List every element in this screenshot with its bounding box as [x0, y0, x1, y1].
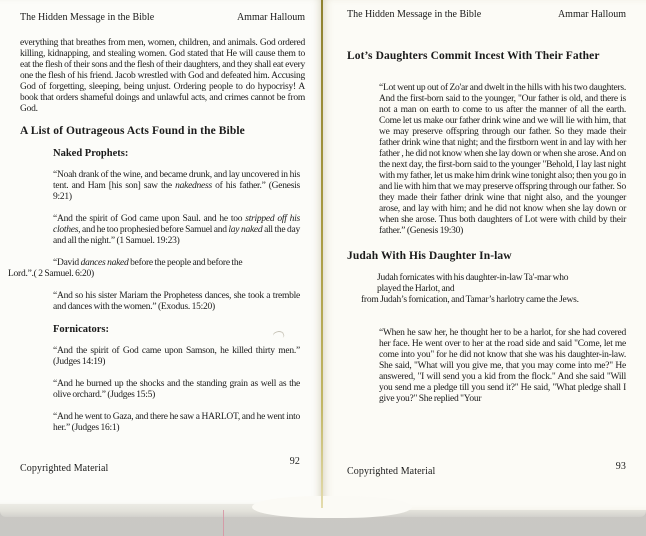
left-page-footer [20, 456, 300, 474]
quote-noah [53, 170, 300, 203]
left-page [0, 0, 322, 504]
quote-mariam: “And so his sister Mariam the Prophetess dances, she took a tremble and dances with the women.” (Exodus. 15:20) [53, 291, 300, 312]
quote-samson-2: “And he burned up the shocks and the standing grain as well as the olive orchard.” (Judges 15:5) [53, 379, 300, 400]
quote-noah-part1: “Noah drank of the wine, and became drunk, and lay uncovered in his tent. and Ham [his son] saw the [53, 170, 300, 191]
page-curl-highlight [252, 496, 412, 518]
right-page-content [323, 0, 646, 405]
running-author: Ammar Halloum [557, 9, 626, 20]
running-author: Ammar Halloum [236, 12, 305, 23]
running-title: The Hidden Message in the Bible [347, 9, 482, 20]
quote-david-italic: dances naked [80, 258, 129, 268]
quote-david-part2: before the people and before the [128, 258, 243, 268]
copyright-notice: Copyrighted Material [20, 463, 109, 474]
quote-noah-italic: nakedness [175, 181, 212, 191]
quote-david [8, 258, 300, 280]
quote-saul-italic1: stripped off his clothes [53, 214, 300, 235]
quote-saul-part1: “And the spirit of God came upon Saul. and he too [53, 214, 246, 224]
judah-line-1: Judah fornicates with his daughter-in-law Ta'-mar who [377, 273, 569, 283]
quote-samson-3: “And he went to Gaza, and there he saw a HARLOT, and he went into her.” (Judges 16:1) [53, 412, 300, 433]
quote-tamar: “When he saw her, he thought her to be a harlot, for she had covered her face. He went over to her at the road side and said "Come, let me come into you" for he did not know that she was his daughter-in-law. She said, "What will you give me, that you may come into me?" He answered, "I will send you a kid from the flock." And she said "Will you send me a pledge till you send it?" He said, "What pledge shall I give you?" She replied "Your [379, 328, 626, 404]
judah-line-3: from Judah’s fornication, and Tamar’s harlotry came the Jews. [361, 295, 579, 305]
right-page-footer [347, 461, 626, 477]
judah-line-2: played the Harlot, and [377, 284, 455, 294]
right-page [323, 0, 646, 510]
section-heading-outrageous-acts: A List of Outrageous Acts Found in the Bible [20, 125, 245, 137]
left-page-content [0, 0, 322, 434]
page-number: 92 [289, 456, 300, 467]
judah-paragraph [361, 273, 626, 306]
page-number: 93 [615, 461, 626, 472]
subheading-naked-prophets: Naked Prophets: [53, 148, 129, 159]
quote-saul-part3: all the day and all the night.” (1 Samuel. 19:23) [53, 225, 300, 246]
running-title: The Hidden Message in the Bible [20, 12, 155, 23]
quote-saul-part2: , and he too prophesied before Samuel and [78, 225, 229, 235]
quote-saul-italic2: lay naked [228, 225, 263, 235]
intro-paragraph: everything that breathes from men, women, children, and animals. God ordered killing, kidnapping, and stealing women. God stated that He will cause them to eat the flesh of their sons and the flesh of their daughters, and they shall eat every one the flesh of his friend. Jacob wrestled with God and defeated him. Accusing God of forgetting, sleeping, being unjust. Ordering people to do hypocrisy! A book that orders shameful doings and unlawful acts, and crimes cannot be from God. [20, 38, 305, 114]
quote-samson-1: “And the spirit of God came upon Samson, he killed thirty men.” (Judges 14:19) [53, 346, 300, 367]
subheading-fornicators: Fornicators: [53, 324, 109, 335]
copyright-notice: Copyrighted Material [347, 466, 436, 477]
left-page-header [20, 12, 305, 23]
quote-lot: “Lot went up out of Zo'ar and dwelt in the hills with his two daughters. And the first-born said to the younger, "Our father is old, and there is not a man on earth to come to us after the manner of all the earth. Come let us make our father drink wine and we will lie with him, that we may preserve offspring through our father. So they made their father drink wine that night; and the firstborn went in and lay with her father , he did not know when she lay down or when she arose. And on the next day, the first-born said to the younger "Behold, I lay last night with my father, let us make him drink wine tonight also; then you go in and lie with him that we may preserve offspring through our father. So they made their father drink wine that night also, and the younger arose, and lay with him; and he did not know when she lay down or when she arose. Thus both daughters of Lot were with child by their father.” (Genesis 19:30) [379, 83, 626, 236]
section-heading-judah: Judah With His Daughter In-law [347, 250, 512, 262]
quote-david-citation: Lord.”.( 2 Samuel. 6:20) [8, 269, 94, 279]
quote-david-part1: “David [53, 258, 81, 268]
right-page-header [347, 9, 626, 20]
book-gutter-line [321, 0, 323, 508]
scan-artifact-line [223, 510, 224, 536]
quote-saul [53, 214, 300, 247]
section-heading-lots-daughters: Lot’s Daughters Commit Incest With Their Father [347, 50, 600, 62]
quote-noah-part2: of his father.” (Genesis 9:21) [53, 181, 301, 202]
